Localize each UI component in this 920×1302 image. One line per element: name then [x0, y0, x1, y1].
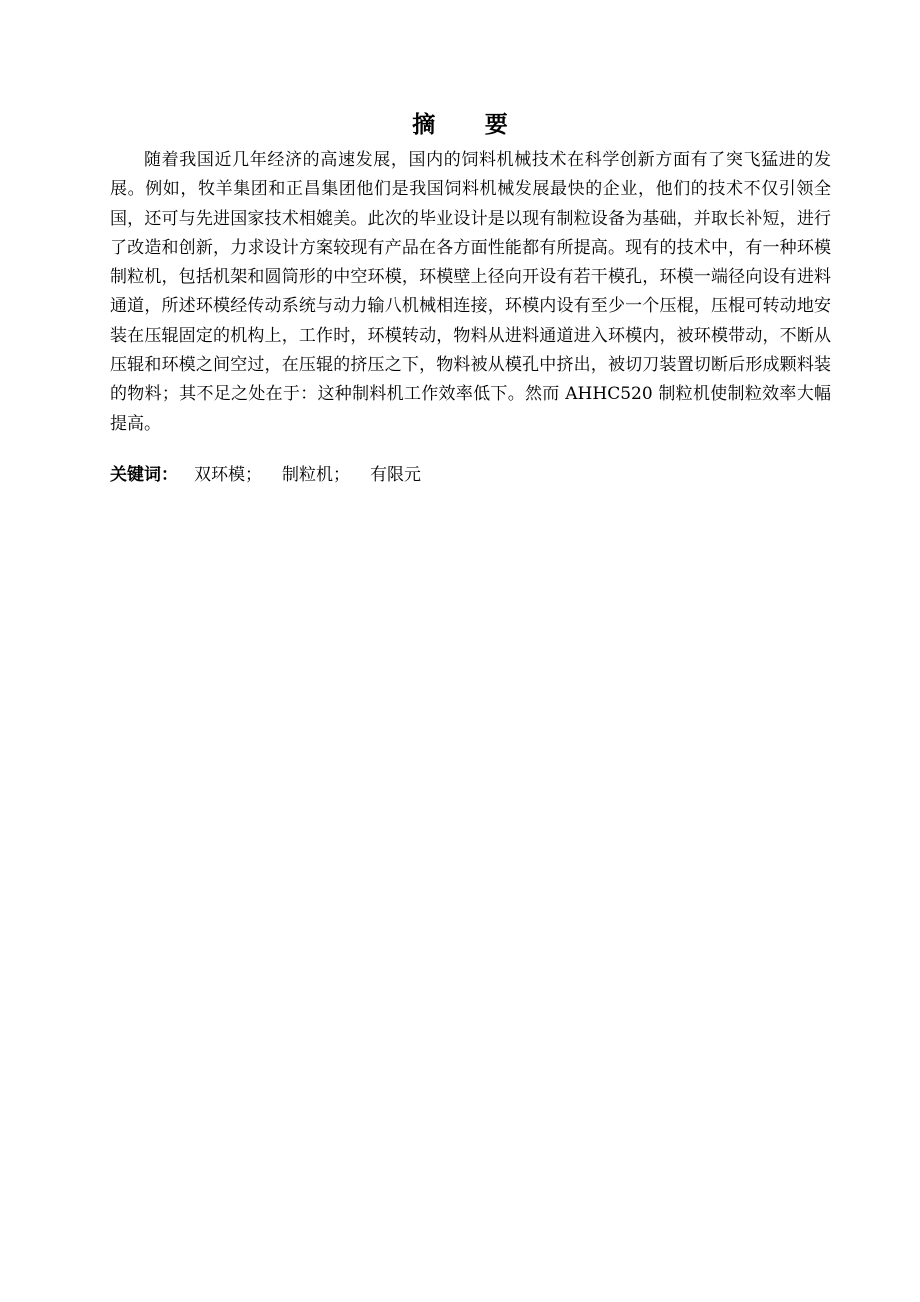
abstract-paragraph: 随着我国近几年经济的高速发展，国内的饲料机械技术在科学创新方面有了突飞猛进的发展。例如，牧羊集团和正昌集团他们是我国饲料机械发展最快的企业，他们的技术不仅引领全国，还可与先进国家技术相媲美。此次的毕业设计是以现有制粒设备为基础，并取长补短，进行了改造和创新，力求设计方案较现有产品在各方面性能都有所提高。现有的技术中，有一种环模制粒机，包括机架和圆筒形的中空环模，环模壁上径向开设有若干模孔，环模一端径向设有进料通道，所述环模经传动系统与动力输八机械相连接，环模内设有至少一个压棍，压棍可转动地安装在压辊固定的机构上，工作时，环模转动，物料从进料通道进入环模内，被环模带动，不断从压辊和环模之间空过，在压辊的挤压之下，物料被从模孔中挤出，被切刀装置切断后形成颗料装的物料；其不足之处在于：这种制料机工作效率低下。然而 AHHC520 制粒机使制粒效率大幅提高。	[110, 150, 831, 434]
keywords-line	[110, 461, 830, 489]
abstract-title: 摘 要	[412, 112, 529, 138]
keyword-item: 有限元	[370, 465, 421, 485]
keyword-item: 制粒机；	[282, 465, 350, 485]
keyword-item: 双环模；	[194, 465, 262, 485]
keywords-label: 关键词：	[110, 465, 178, 485]
